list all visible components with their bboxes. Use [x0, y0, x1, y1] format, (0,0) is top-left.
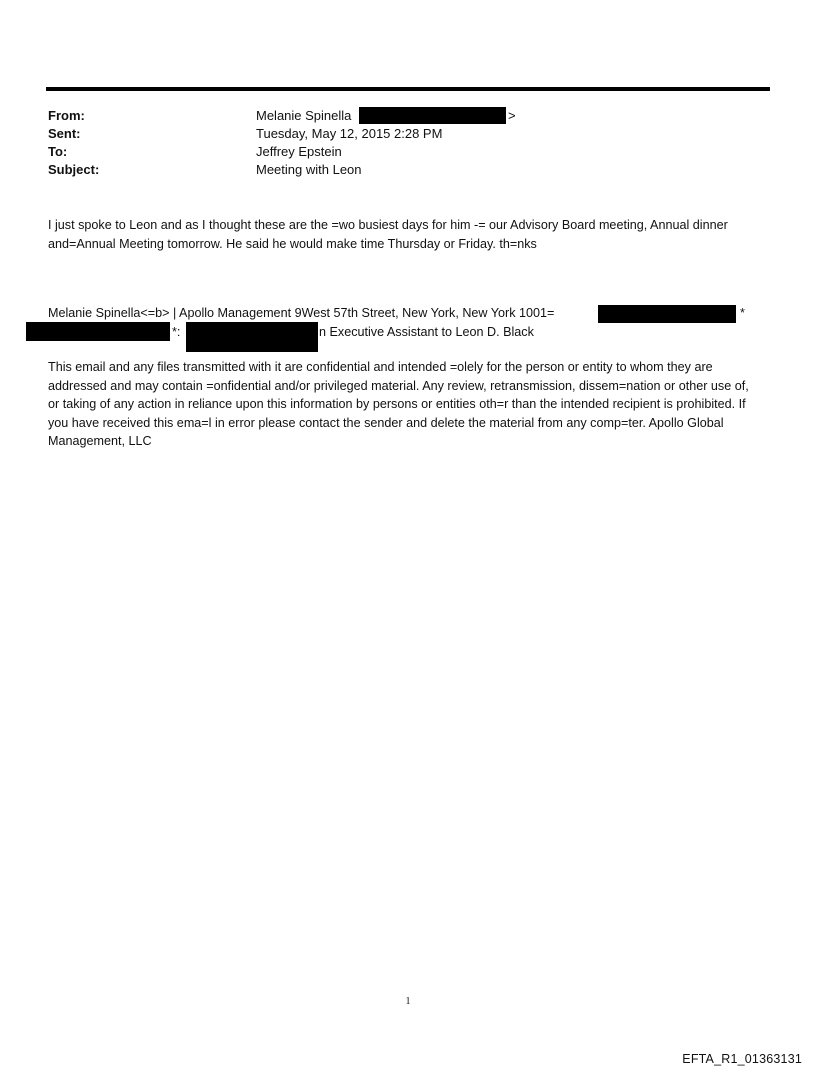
to-value: Jeffrey Epstein [256, 144, 342, 159]
page-number: 1 [405, 996, 411, 1007]
to-label: To: [48, 144, 68, 159]
signature-star: * [740, 306, 745, 320]
sent-label: Sent: [48, 126, 81, 141]
subject-value: Meeting with Leon [256, 162, 362, 177]
redaction-box [26, 322, 170, 341]
subject-label: Subject: [48, 162, 100, 177]
header-rule [46, 87, 770, 91]
redaction-box [359, 107, 506, 124]
from-suffix: > [508, 108, 516, 123]
from-label: From: [48, 108, 85, 123]
redaction-box [186, 322, 318, 352]
signature-line-1: Melanie Spinella<=b> | Apollo Management 9West 57th Street, New York, New York 1001= [48, 306, 555, 320]
signature-line-2-prefix: *: [172, 325, 181, 339]
confidentiality-disclaimer: This email and any files transmitted with it are confidential and intended =olely for the person or entity to whom they are addressed and may contain =onfidential and/or privileged material. Any review, retransmission, dissem=nation or other use of, or taking of any action in reliance upon this information by persons or entities oth=r than the intended recipient is prohibited. If you have received this ema=l in error please contact the sender and delete the material from any comp=ter. Apollo Global Management, LLC [48, 360, 749, 449]
email-body: I just spoke to Leon and as I thought these are the =wo busiest days for him -= our Advisory Board meeting, Annual dinner and=Annual Meeting tomorrow. He said he would make time Thursday or Friday. th=nks [48, 218, 728, 251]
document-id: EFTA_R1_01363131 [682, 1052, 802, 1066]
from-value: Melanie Spinella [256, 108, 352, 123]
sent-value: Tuesday, May 12, 2015 2:28 PM [256, 126, 443, 141]
redaction-box [598, 305, 736, 323]
signature-line-2: n Executive Assistant to Leon D. Black [319, 325, 534, 339]
